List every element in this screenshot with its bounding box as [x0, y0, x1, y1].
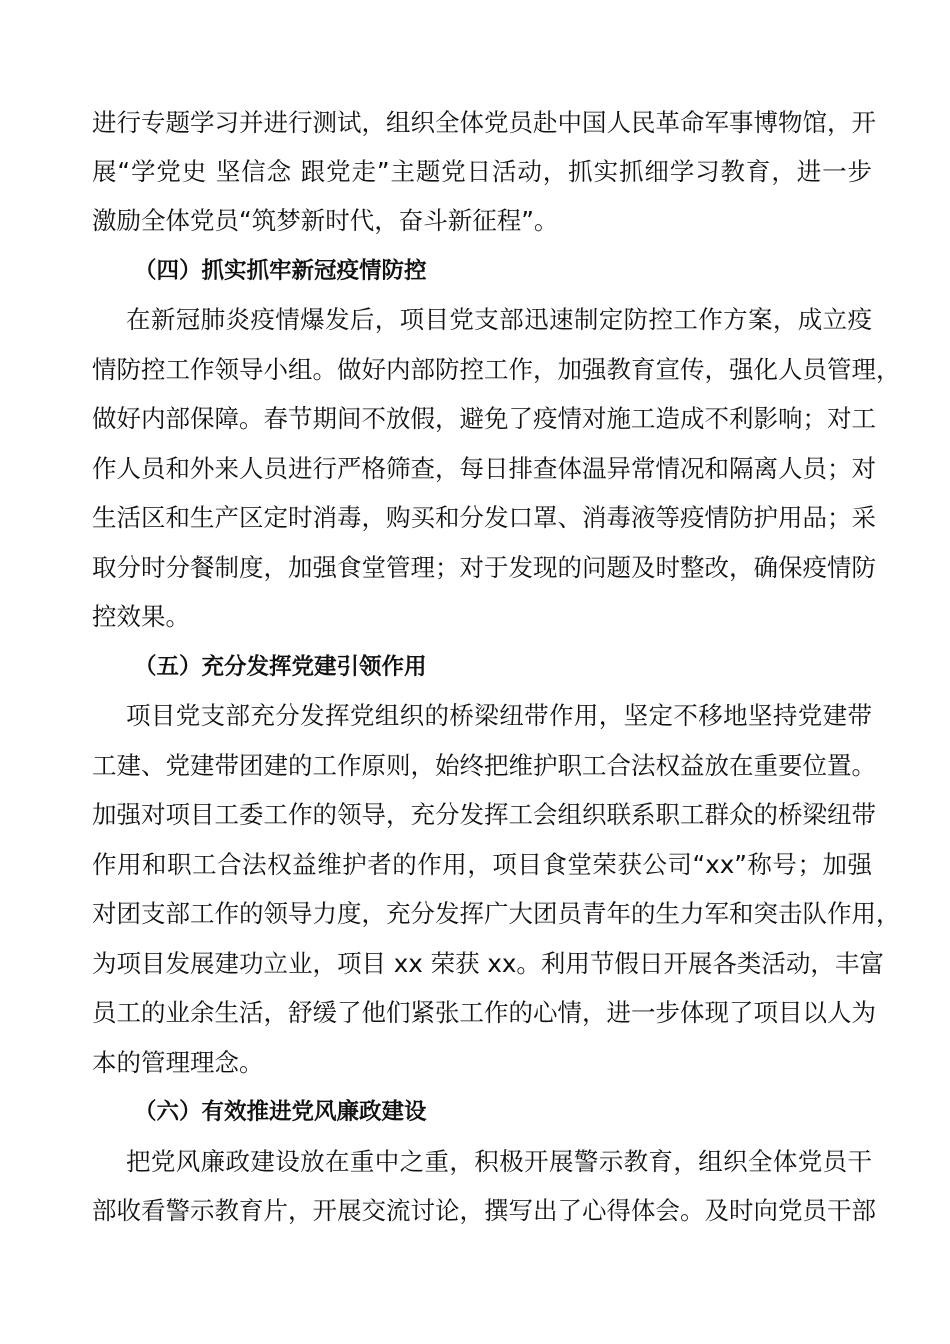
text-line: 把党风廉政建设放在重中之重，积极开展警示教育，组织全体党员干 — [126, 1147, 872, 1176]
text-line: 生活区和生产区定时消毒，购买和分发口罩、消毒液等疫情防护用品；采 — [92, 503, 876, 532]
text-line: 情防控工作领导小组。做好内部防控工作，加强教育宣传，强化人员管理， — [92, 355, 901, 384]
text-line: 本的管理理念。 — [92, 1048, 264, 1077]
text-line: 展“学党史 坚信念 跟党走”主题党日活动，抓实抓细学习教育，进一步 — [92, 157, 872, 186]
text-line: 做好内部保障。春节期间不放假，避免了疫情对施工造成不利影响；对工 — [92, 404, 876, 433]
text-line: 员工的业余生活，舒缓了他们紧张工作的心情，进一步体现了项目以人为 — [92, 998, 876, 1027]
section-heading-4: （四）抓实抓牢新冠疫情防控 — [134, 258, 427, 284]
text-line: 为项目发展建功立业，项目 xx 荣获 xx。利用节假日开展各类活动，丰富 — [92, 949, 884, 978]
text-line: 部收看警示教育片，开展交流讨论，撰写出了心得体会。及时向党员干部 — [92, 1196, 876, 1225]
section-heading-6: （六）有效推进党风廉政建设 — [134, 1099, 427, 1125]
text-line: 进行专题学习并进行测试，组织全体党员赴中国人民革命军事博物馆，开 — [92, 108, 876, 137]
section-heading-5: （五）充分发挥党建引领作用 — [134, 654, 427, 680]
text-line: 对团支部工作的领导力度，充分发挥广大团员青年的生力军和突击队作用， — [92, 899, 901, 928]
text-line: 激励全体党员“筑梦新时代，奋斗新征程”。 — [92, 206, 559, 235]
text-line: 作用和职工合法权益维护者的作用，项目食堂荣获公司“xx”称号；加强 — [92, 850, 872, 879]
text-line: 取分时分餐制度，加强食堂管理；对于发现的问题及时整改，确保疫情防 — [92, 553, 876, 582]
text-line: 控效果。 — [92, 602, 190, 631]
text-line: 作人员和外来人员进行严格筛查，每日排查体温异常情况和隔离人员；对 — [92, 454, 876, 483]
text-line: 加强对项目工委工作的领导，充分发挥工会组织联系职工群众的桥梁纽带 — [92, 800, 876, 829]
text-line: 在新冠肺炎疫情爆发后，项目党支部迅速制定防控工作方案，成立疫 — [126, 305, 872, 334]
text-line: 工建、党建带团建的工作原则，始终把维护职工合法权益放在重要位置。 — [92, 751, 876, 780]
text-line: 项目党支部充分发挥党组织的桥梁纽带作用，坚定不移地坚持党建带 — [126, 701, 872, 730]
